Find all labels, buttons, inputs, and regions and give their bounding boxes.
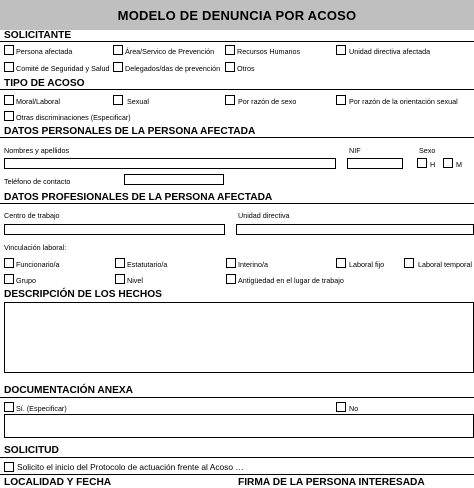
option-label: Por razón de la orientación sexual bbox=[349, 97, 458, 106]
divider bbox=[0, 397, 474, 398]
option-label: Recursos Humanos bbox=[237, 47, 301, 56]
option-label: Interino/a bbox=[238, 260, 268, 269]
checkbox-doc-si[interactable] bbox=[4, 402, 14, 412]
option-label: Delegados/das de prevención bbox=[125, 64, 221, 73]
checkbox-funcionario[interactable] bbox=[4, 258, 14, 268]
checkbox-grupo[interactable] bbox=[4, 274, 14, 284]
checkbox-moral-laboral[interactable] bbox=[4, 95, 14, 105]
option-label: Comité de Seguridad y Salud bbox=[16, 64, 110, 73]
checkbox-solicitud[interactable] bbox=[4, 462, 14, 472]
option-label: Por razón de sexo bbox=[238, 97, 297, 106]
checkbox-orientacion-sexual[interactable] bbox=[336, 95, 346, 105]
checkbox-doc-no[interactable] bbox=[336, 402, 346, 412]
nif-label: NIF bbox=[349, 146, 361, 155]
checkbox-razon-sexo[interactable] bbox=[225, 95, 235, 105]
section-tipo-heading: TIPO DE ACOSO bbox=[4, 78, 85, 89]
name-label: Nombres y apellidos bbox=[4, 146, 70, 155]
sex-h-label: H bbox=[430, 160, 436, 169]
link-label: Vinculación laboral: bbox=[4, 243, 67, 252]
divider bbox=[0, 41, 474, 42]
checkbox-otras-discriminaciones[interactable] bbox=[4, 111, 14, 121]
checkbox-area-prevencion[interactable] bbox=[113, 45, 123, 55]
checkbox-comite-seguridad[interactable] bbox=[4, 62, 14, 72]
nif-field[interactable] bbox=[347, 158, 403, 169]
option-label: Moral/Laboral bbox=[16, 97, 60, 106]
checkbox-sex-h[interactable] bbox=[417, 158, 427, 168]
checkbox-sex-m[interactable] bbox=[443, 158, 453, 168]
unit-field[interactable] bbox=[236, 224, 474, 235]
documentacion-textarea[interactable] bbox=[4, 414, 474, 438]
checkbox-recursos-humanos[interactable] bbox=[225, 45, 235, 55]
firma-heading: FIRMA DE LA PERSONA INTERESADA bbox=[238, 477, 425, 488]
workplace-label: Centro de trabajo bbox=[4, 211, 60, 220]
option-label: Sexual bbox=[127, 97, 149, 106]
localidad-fecha-heading: LOCALIDAD Y FECHA bbox=[4, 477, 112, 488]
option-label: Grupo bbox=[16, 276, 36, 285]
divider bbox=[0, 457, 474, 458]
name-field[interactable] bbox=[4, 158, 336, 169]
solicitud-text: Solicito el inicio del Protocolo de actuación frente al Acoso … bbox=[17, 462, 244, 472]
checkbox-interino[interactable] bbox=[226, 258, 236, 268]
doc-si-label: Sí. (Especificar) bbox=[16, 404, 67, 413]
option-label: Funcionario/a bbox=[16, 260, 60, 269]
checkbox-unidad-directiva[interactable] bbox=[336, 45, 346, 55]
checkbox-delegados[interactable] bbox=[113, 62, 123, 72]
divider bbox=[0, 474, 474, 475]
checkbox-laboral-temporal[interactable] bbox=[404, 258, 414, 268]
section-documentacion-heading: DOCUMENTACIÓN ANEXA bbox=[4, 385, 134, 396]
option-label: Estatutario/a bbox=[127, 260, 168, 269]
option-label: Otras discriminaciones (Especificar) bbox=[16, 113, 131, 122]
unit-label: Unidad directiva bbox=[238, 211, 290, 220]
checkbox-sexual[interactable] bbox=[113, 95, 123, 105]
workplace-field[interactable] bbox=[4, 224, 225, 235]
form-title: MODELO DE DENUNCIA POR ACOSO bbox=[0, 0, 474, 30]
checkbox-antiguedad[interactable] bbox=[226, 274, 236, 284]
checkbox-otros[interactable] bbox=[225, 62, 235, 72]
checkbox-nivel[interactable] bbox=[115, 274, 125, 284]
sex-label: Sexo bbox=[419, 146, 436, 155]
hechos-textarea[interactable] bbox=[4, 302, 474, 373]
section-hechos-heading: DESCRIPCIÓN DE LOS HECHOS bbox=[4, 289, 162, 300]
option-label: Persona afectada bbox=[16, 47, 73, 56]
section-personales-heading: DATOS PERSONALES DE LA PERSONA AFECTADA bbox=[4, 126, 256, 137]
option-label: Área/Servico de Prevención bbox=[125, 47, 215, 56]
divider bbox=[0, 203, 474, 204]
option-label: Laboral fijo bbox=[349, 260, 385, 269]
divider bbox=[0, 137, 474, 138]
section-solicitante-heading: SOLICITANTE bbox=[4, 30, 72, 41]
checkbox-persona-afectada[interactable] bbox=[4, 45, 14, 55]
divider bbox=[0, 89, 474, 90]
doc-no-label: No bbox=[349, 404, 359, 413]
option-label: Otros bbox=[237, 64, 255, 73]
checkbox-laboral-fijo[interactable] bbox=[336, 258, 346, 268]
sex-m-label: M bbox=[456, 160, 462, 169]
option-label: Antigüedad en el lugar de trabajo bbox=[238, 276, 344, 285]
section-solicitud-heading: SOLICITUD bbox=[4, 445, 59, 456]
checkbox-estatutario[interactable] bbox=[115, 258, 125, 268]
option-label: Unidad directiva afectada bbox=[349, 47, 431, 56]
phone-label: Teléfono de contacto bbox=[4, 177, 71, 186]
section-profesionales-heading: DATOS PROFESIONALES DE LA PERSONA AFECTADA bbox=[4, 192, 273, 203]
option-label: Nivel bbox=[127, 276, 143, 285]
option-label: Laboral temporal bbox=[418, 260, 472, 269]
phone-field[interactable] bbox=[124, 174, 224, 185]
